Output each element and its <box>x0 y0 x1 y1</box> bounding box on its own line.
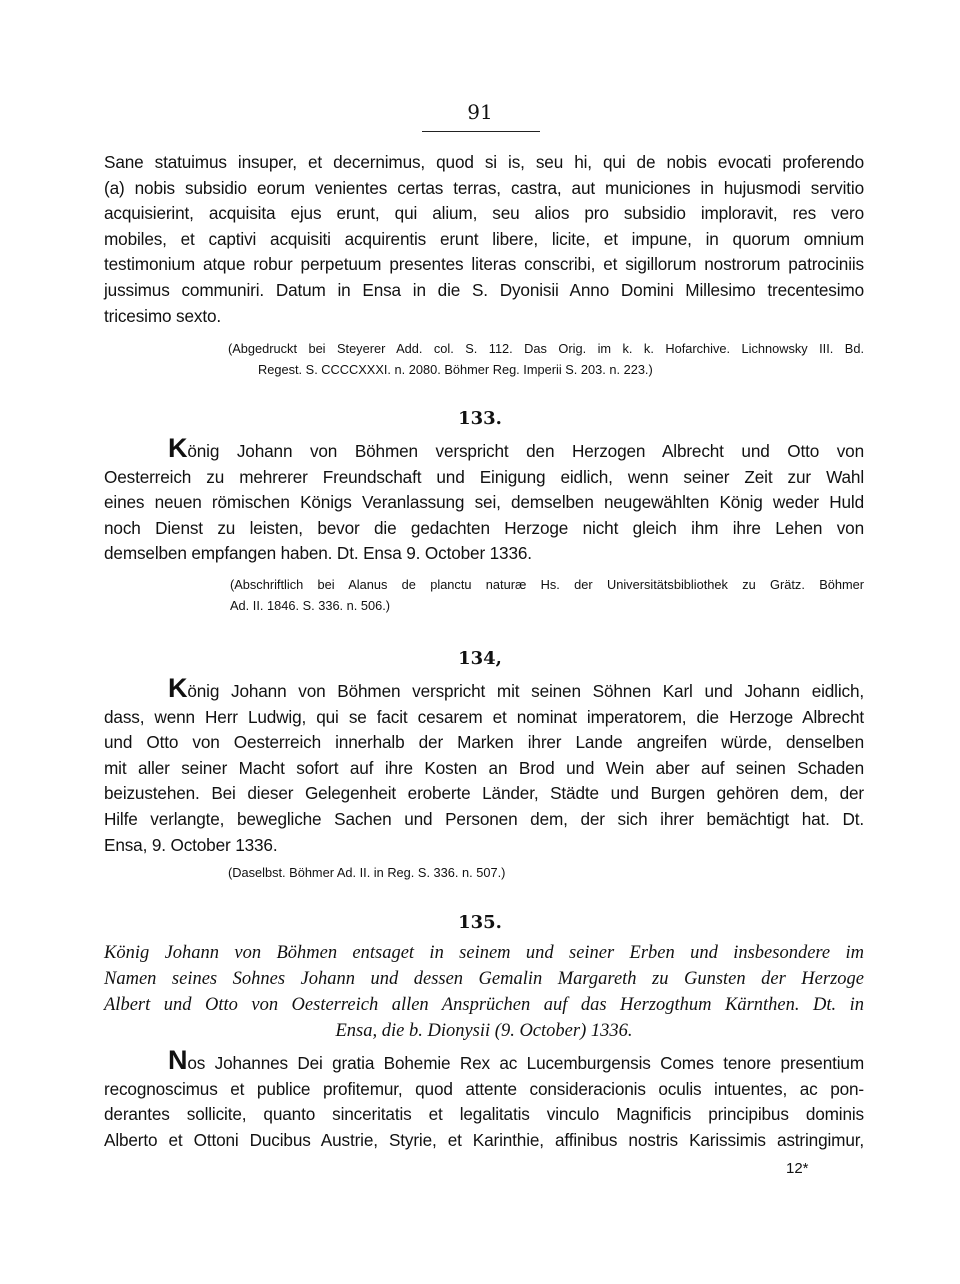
paragraph-134 <box>104 673 864 858</box>
paragraph-nos-johannes <box>104 1045 864 1153</box>
text-line: mit aller seiner Macht sofort auf ihre Kosten an Brod und Wein aber auf seinen Schaden <box>104 757 864 778</box>
drop-initial: K <box>168 433 188 463</box>
text-line: (a) nobis subsidio eorum venientes certas terras, castra, aut municiones in hujusmodi servitio <box>104 177 864 198</box>
text-line: demselben empfangen haben. Dt. Ensa 9. October 1336. <box>104 543 532 564</box>
drop-initial: K <box>168 673 188 703</box>
text-line: Hilfe verlangte, bewegliche Sachen und Personen dem, der sich ihrer bemächtigt hat. Dt. <box>104 808 864 829</box>
text-line: Ensa, die b. Dionysii (9. October) 1336. <box>335 1021 633 1041</box>
signature-mark: 12* <box>786 1160 809 1177</box>
regest-135 <box>104 940 864 1044</box>
page-number: 91 <box>467 100 493 124</box>
document-number-135: 135. <box>458 912 502 933</box>
text-line: Namen seines Sohnes Johann und dessen Gemalin Margareth zu Gunsten der Herzoge <box>104 969 864 989</box>
footnote-source-133 <box>230 574 864 616</box>
text-line: eines neuen römischen Königs Veranlassung sei, demselben neugewählten König weder Huld <box>104 492 864 513</box>
text-line-rest: önig Johann von Böhmen verspricht den Herzogen Albrecht und Otto von <box>187 441 864 461</box>
text-line: Alberto et Ottoni Ducibus Austrie, Styrie, et Karinthie, affinibus nostris Karissimis astringimur, <box>104 1129 864 1150</box>
text-line <box>104 673 864 705</box>
drop-initial: N <box>168 1045 188 1075</box>
text-line <box>104 1045 864 1077</box>
text-line: testimonium atque robur perpetuum presentes literas conscribi, et sigillorum nostrorum patrociniis <box>104 254 864 275</box>
document-number-133: 133. <box>458 408 502 429</box>
text-line: und Otto von Oesterreich innerhalb der Marken ihrer Lande angreifen würde, denselben <box>104 732 864 753</box>
paragraph-133 <box>104 433 864 567</box>
text-line-rest: önig Johann von Böhmen verspricht mit seinen Söhnen Karl und Johann eidlich, <box>187 681 864 701</box>
note-line: (Abschriftlich bei Alanus de planctu naturæ Hs. der Universitätsbibliothek zu Grätz. Böhmer <box>230 577 864 592</box>
text-line: derantes sollicite, quanto sinceritatis et legalitatis vinculo Magnificis principibus dominis <box>104 1104 864 1125</box>
text-line: König Johann von Böhmen entsaget in seinem und seiner Erben und insbesondere im <box>104 943 864 963</box>
text-line: beizustehen. Bei dieser Gelegenheit eroberte Länder, Städte und Burgen gehören dem, der <box>104 783 864 804</box>
text-line: Ensa, 9. October 1336. <box>104 834 278 855</box>
text-line: Oesterreich zu mehrerer Freundschaft und Einigung eidlich, wenn seiner Zeit zur Wahl <box>104 466 864 487</box>
text-line: jussimus communiri. Datum in Ensa in die S. Dyonisii Anno Domini Millesimo trecentesimo <box>104 279 864 300</box>
text-line: dass, wenn Herr Ludwig, qui se facit cesarem et nominat imperatorem, die Herzoge Albrecht <box>104 706 864 727</box>
text-line: acquisierint, acquisita ejus erunt, qui alium, seu alios pro subsidio imploravit, res vero <box>104 203 864 224</box>
footnote-source-134 <box>228 862 864 883</box>
text-line <box>104 433 864 465</box>
note-line: Regest. S. CCCCXXXI. n. 2080. Böhmer Reg. Imperii S. 203. n. 223.) <box>258 362 653 377</box>
text-line-rest: os Johannes Dei gratia Bohemie Rex ac Lucemburgensis Comes tenore presentium <box>187 1053 864 1073</box>
text-line: noch Dienst zu leisten, bevor die gedachten Herzoge nicht gleich ihm ihre Lehen von <box>104 517 864 538</box>
text-line: Albert und Otto von Oesterreich allen Ansprüchen auf das Herzogthum Kärnthen. Dt. in <box>104 995 864 1015</box>
page-number-rule <box>422 131 540 132</box>
footnote-source-1 <box>228 338 864 380</box>
note-line: (Daselbst. Böhmer Ad. II. in Reg. S. 336. n. 507.) <box>228 865 506 880</box>
note-line: (Abgedruckt bei Steyerer Add. col. S. 112. Das Orig. im k. k. Hofarchive. Lichnowsky III. Bd. <box>228 341 864 356</box>
text-line: Sane statuimus insuper, et decernimus, quod si is, seu hi, qui de nobis evocati proferendo <box>104 152 864 172</box>
text-line: mobiles, et captivi acquisiti acquirentis erunt libere, licite, et impune, in quorum omnium <box>104 228 864 249</box>
note-line: Ad. II. 1846. S. 336. n. 506.) <box>230 598 391 613</box>
document-number-134: 134, <box>458 648 502 669</box>
paragraph-sane-statuimus <box>104 150 864 329</box>
text-line: tricesimo sexto. <box>104 305 221 326</box>
text-line: recognoscimus et publice profitemur, quod attente consideracionis oculis intuentes, ac pon- <box>104 1078 864 1099</box>
